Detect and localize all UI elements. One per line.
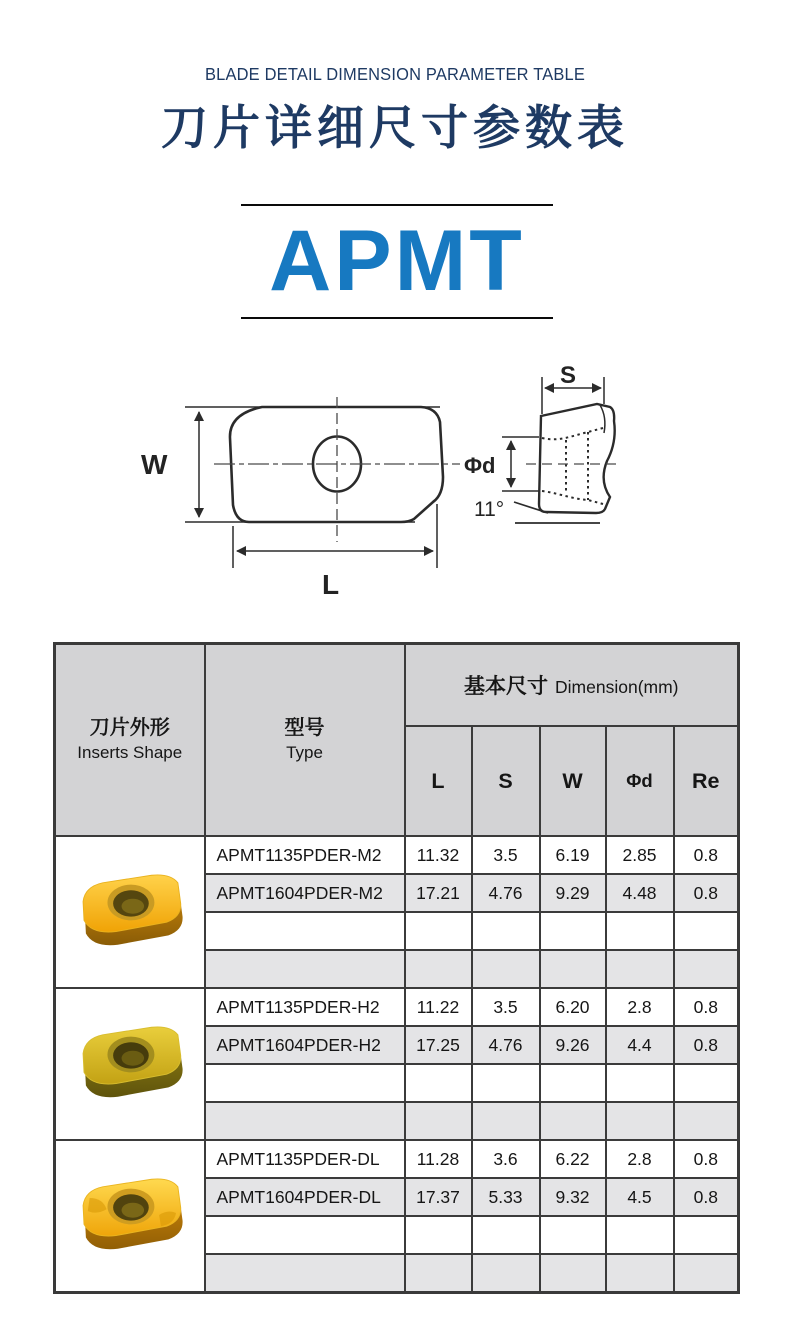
header-inserts-shape: 刀片外形 Inserts Shape: [55, 644, 205, 837]
header-dim-Re: Re: [674, 726, 739, 836]
header-dim-W: W: [540, 726, 606, 836]
label-hole-diameter: Φd: [464, 453, 496, 478]
header-type: 型号 Type: [205, 644, 405, 837]
type-cell: APMT1604PDER-M2: [205, 874, 405, 912]
type-cell: APMT1604PDER-H2: [205, 1026, 405, 1064]
label-W: W: [141, 449, 168, 480]
insert-dimension-diagram: [0, 355, 790, 610]
type-cell: APMT1604PDER-DL: [205, 1178, 405, 1216]
side-view-drawing: [502, 377, 621, 523]
insert-photo-cell: [55, 1140, 205, 1293]
header-dim-S: S: [472, 726, 540, 836]
table-row: APMT1135PDER-DL 11.28 3.6 6.22 2.8 0.8: [55, 1140, 739, 1178]
table-row: APMT1135PDER-M2 11.32 3.5 6.19 2.85 0.8: [55, 836, 739, 874]
header-basic-dimension: 基本尺寸 Dimension(mm): [405, 644, 739, 727]
insert-photo-cell: [55, 988, 205, 1140]
top-view-drawing: [185, 397, 460, 568]
table-row: APMT1604PDER-DL 17.37 5.33 9.32 4.5 0.8: [55, 1178, 739, 1216]
logo-block: [241, 204, 553, 319]
table-row: APMT1604PDER-H2 17.25 4.76 9.26 4.4 0.8: [55, 1026, 739, 1064]
table-row: APMT1135PDER-H2 11.22 3.5 6.20 2.8 0.8: [55, 988, 739, 1026]
type-cell: APMT1135PDER-M2: [205, 836, 405, 874]
label-clearance-angle: 11°: [474, 498, 505, 521]
table-row: APMT1604PDER-M2 17.21 4.76 9.29 4.48 0.8: [55, 874, 739, 912]
subtitle-english: BLADE DETAIL DIMENSION PARAMETER TABLE: [204, 64, 586, 84]
page-title: 刀片详细尺寸参数表: [161, 101, 629, 154]
type-cell: APMT1135PDER-DL: [205, 1140, 405, 1178]
bright-gold-carbide-insert-photo: [69, 1166, 191, 1262]
label-S: S: [560, 362, 577, 389]
type-cell: APMT1135PDER-H2: [205, 988, 405, 1026]
header-dim-L: L: [405, 726, 472, 836]
olive-carbide-insert-photo: [69, 1014, 191, 1110]
gold-carbide-insert-photo: [69, 862, 191, 958]
apmt-logo: APMT: [269, 212, 525, 309]
header-dim-hole: Φd: [606, 726, 674, 836]
insert-photo-cell: [55, 836, 205, 988]
label-L: L: [322, 569, 340, 600]
dimension-parameter-table: [53, 642, 740, 1294]
